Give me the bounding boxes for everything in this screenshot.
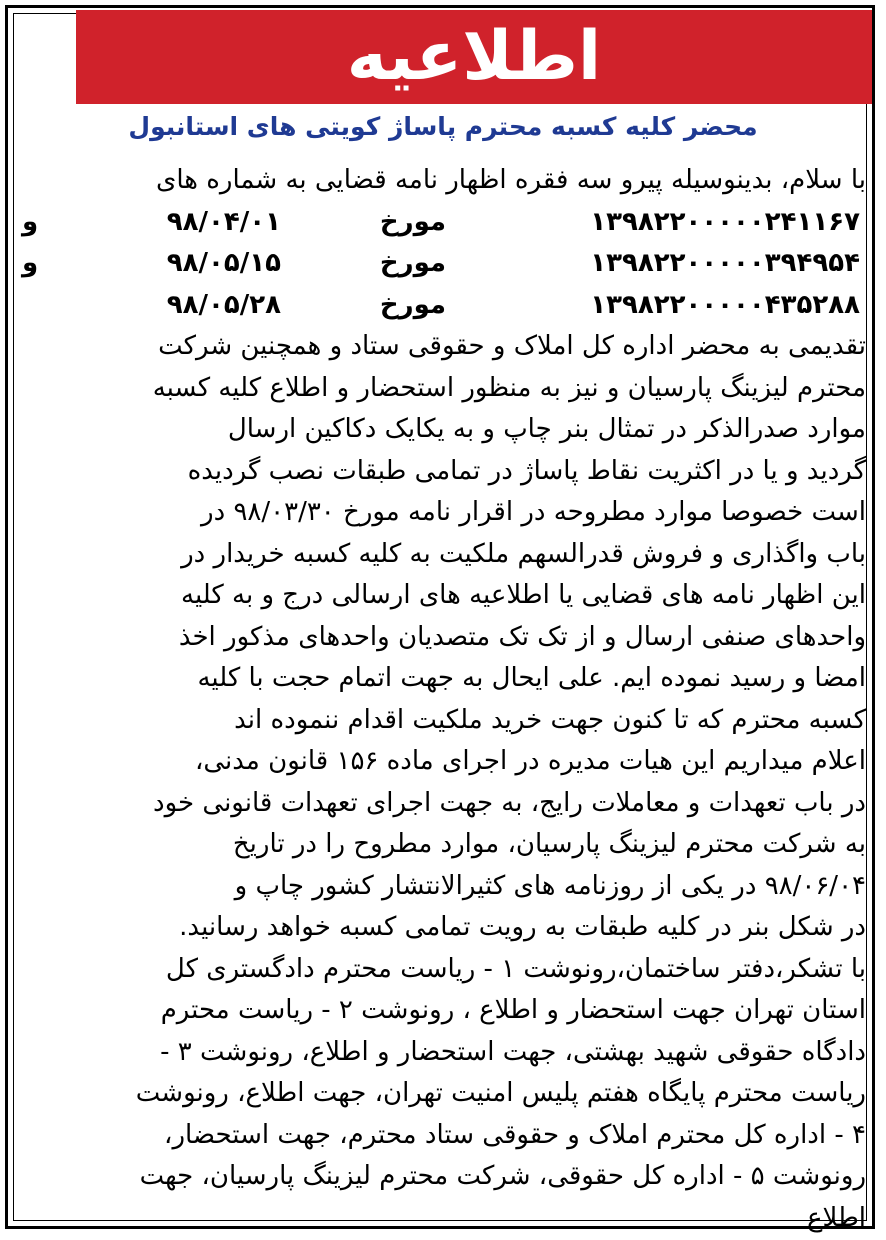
body-line: این اظهار نامه های قضایی یا اطلاعیه های ارسالی درج و به کلیه xyxy=(181,580,866,610)
body-line: استان تهران جهت استحضار و اطلاع ، رونوشت ۲ - ریاست محترم xyxy=(160,995,866,1025)
body-line: اعلام میداریم این هیات مدیره در اجرای ماده ۱۵۶ قانون مدنی، xyxy=(194,746,866,776)
body-line: در باب تعهدات و معاملات رایج، به جهت اجرای تعهدات قانونی خود xyxy=(153,787,866,818)
reference-number: ۱۳۹۸۲۲۰۰۰۰۰۲۴۱۱۶۷ xyxy=(590,206,860,237)
notice-body xyxy=(20,160,866,1239)
body-line: ریاست محترم پایگاه هفتم پلیس امنیت تهران، جهت اطلاع، رونوشت xyxy=(135,1078,866,1108)
reference-date: ۹۸/۰۵/۲۸ xyxy=(166,289,281,320)
body-line: به شرکت محترم لیزینگ پارسیان، موارد مطروح را در تاریخ xyxy=(232,829,866,859)
body-line: گردید و یا در اکثریت نقاط پاساژ در تمامی طبقات نصب گردیده xyxy=(187,455,866,486)
reference-date: ۹۸/۰۵/۱۵ xyxy=(166,248,281,278)
body-line: امضا و رسید نموده ایم. علی ایحال به جهت اتمام حجت با کلیه xyxy=(197,663,866,693)
reference-number: ۱۳۹۸۲۲۰۰۰۰۰۳۹۴۹۵۴ xyxy=(590,248,860,278)
banner-title: اطلاعیه xyxy=(346,17,602,96)
body-line: است خصوصا موارد مطروحه در اقرار نامه مورخ ۹۸/۰۳/۳۰ در xyxy=(201,497,866,527)
subtitle: محضر کلیه کسبه محترم پاساژ کویتی های استانبول xyxy=(128,112,758,141)
reference-label: مورخ xyxy=(379,289,446,320)
body-line: ۴ - اداره کل محترم املاک و حقوقی ستاد محترم، جهت استحضار، xyxy=(164,1119,866,1150)
reference-number: ۱۳۹۸۲۲۰۰۰۰۰۴۳۵۲۸۸ xyxy=(590,289,860,320)
body-line: باب واگذاری و فروش قدرالسهم ملکیت به کلیه کسبه خریدار در xyxy=(181,538,866,569)
body-line: ۹۸/۰۶/۰۴ در یکی از روزنامه های کثیرالانتشار کشور چاپ و xyxy=(234,870,866,901)
body-line: کسبه محترم که تا کنون جهت خرید ملکیت اقدام ننموده اند xyxy=(234,704,866,735)
reference-row xyxy=(20,202,866,244)
reference-row xyxy=(20,285,866,327)
body-line: واحدهای صنفی ارسال و از تک تک متصدیان واحدهای مذکور اخذ xyxy=(178,621,866,652)
body-line: محترم لیزینگ پارسیان و نیز به منظور استحضار و اطلاع کلیه کسبه xyxy=(152,372,866,403)
body-line: رونوشت ۵ - اداره کل حقوقی، شرکت محترم لیزینگ پارسیان، جهت xyxy=(139,1161,866,1191)
body-line: در شکل بنر در کلیه طبقات به رویت تمامی کسبه خواهد رسانید. xyxy=(179,912,866,942)
intro-line: با سلام، بدینوسیله پیرو سه فقره اظهار نامه قضایی به شماره های xyxy=(156,165,866,195)
body-line: با تشکر،دفتر ساختمان،رونوشت ۱ - ریاست محترم دادگستری کل xyxy=(165,953,866,984)
reference-row xyxy=(20,243,866,285)
body-line: اطلاع xyxy=(807,1202,866,1233)
reference-conjunction: و xyxy=(22,248,39,278)
reference-conjunction: و xyxy=(22,206,39,237)
title-banner xyxy=(76,10,872,104)
reference-date: ۹۸/۰۴/۰۱ xyxy=(166,206,281,237)
body-line: دادگاه حقوقی شهید بهشتی، جهت استحضار و اطلاع، رونوشت ۳ - xyxy=(160,1036,866,1067)
reference-label: مورخ xyxy=(379,248,446,278)
body-line: تقدیمی به محضر اداره کل املاک و حقوقی ستاد و همچنین شرکت xyxy=(158,331,866,361)
body-line: موارد صدرالذکر در تمثال بنر چاپ و به یکایک دکاکین ارسال xyxy=(227,414,866,444)
reference-label: مورخ xyxy=(379,206,446,237)
